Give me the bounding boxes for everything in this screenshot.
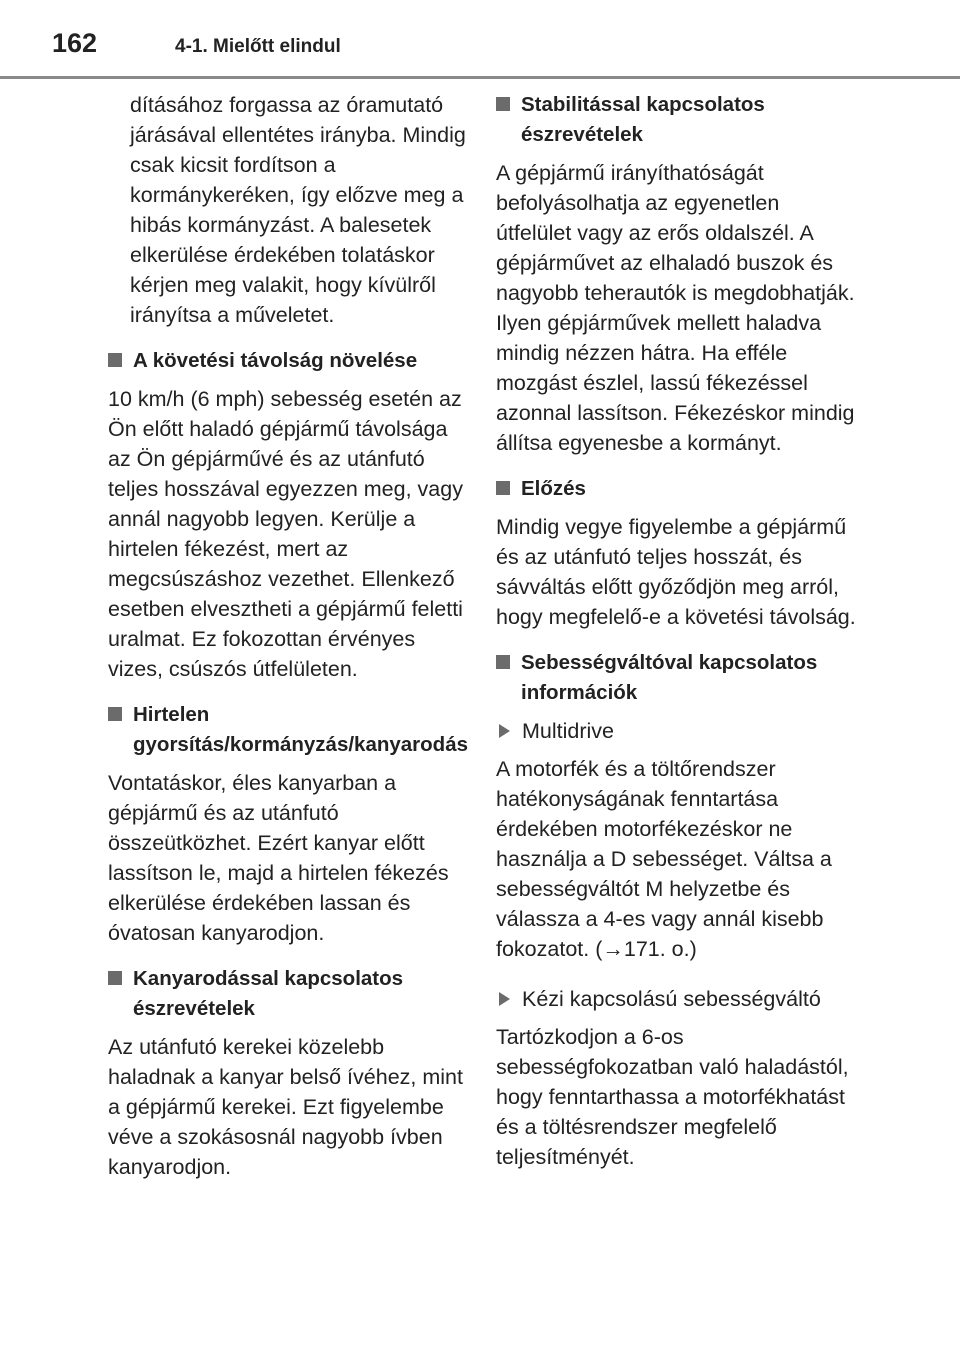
heading-text: Stabilitással kapcsolatos észrevételek — [521, 93, 765, 146]
heading-text: Sebességváltóval kapcsolatos információk — [521, 651, 818, 704]
square-bullet-icon — [496, 481, 510, 495]
subheading-manual — [496, 984, 856, 1014]
square-bullet-icon — [108, 971, 122, 985]
square-bullet-icon — [496, 655, 510, 669]
heading-text: A követési távolság növelése — [133, 349, 418, 372]
triangle-bullet-icon — [499, 992, 510, 1006]
paragraph: Mindig vegye figyelembe a gépjármű és az utánfutó teljes hosszát, és sávváltás előtt győződjön meg arról, hogy megfelelő-e a követési távolság. — [496, 515, 856, 629]
triangle-bullet-icon — [499, 724, 510, 738]
continued-paragraph: dításához forgassa az óramutató járásával ellentétes irányba. Mindig csak kicsit fordítson a kormánykeréken, így előzve meg a hibás kormányzást. A balesetek elkerülése érdekében tolatáskor kérjen meg valakit, hogy kívülről irányítsa a műveletet. — [130, 93, 466, 327]
page-header — [0, 0, 960, 80]
heading-overtaking — [496, 474, 856, 504]
section-title: 4-1. Mielőtt elindul — [175, 36, 341, 57]
subheading-text: Multidrive — [522, 719, 614, 743]
heading-text: Hirtelen gyorsítás/kormányzás/kanyarodás — [133, 703, 468, 756]
square-bullet-icon — [108, 707, 122, 721]
subheading-multidrive — [496, 716, 856, 746]
heading-sudden-acceleration — [108, 700, 468, 760]
paragraph: A motorfék és a töltőrendszer hatékonyságának fenntartása érdekében motorfékezéskor ne használja a D sebességet. Váltsa a sebességváltót M helyzetbe és válassza a 4-es vagy annál kisebb fokozatot. (→171. o.) — [496, 757, 832, 961]
right-column — [496, 90, 856, 1178]
heading-turning — [108, 964, 468, 1024]
paragraph: Tartózkodjon a 6-os sebességfokozatban való haladástól, hogy fenntarthassa a motorfékhatást és a töltésrendszer megfelelő teljesítményét. — [496, 1025, 849, 1169]
heading-stability — [496, 90, 856, 150]
paragraph: 10 km/h (6 mph) sebesség esetén az Ön előtt haladó gépjármű távolsága az Ön gépjárművé és az utánfutó teljes hosszával egyezzen meg, vagy annál nagyobb legyen. Kerülje a hirtelen fékezést, mert az megcsúszáshoz vezethet. Ellenkező esetben elvesztheti a gépjármű feletti uralmat. Ez fokozottan érvényes vizes, csúszós útfelületen. — [108, 387, 463, 681]
subheading-text: Kézi kapcsolású sebességváltó — [522, 987, 821, 1011]
heading-transmission — [496, 648, 856, 708]
paragraph: Vontatáskor, éles kanyarban a gépjármű és az utánfutó összeütközhet. Ezért kanyar előtt lassítson le, majd a hirtelen fékezés elkerülése érdekében lassan és óvatosan kanyarodjon. — [108, 771, 449, 945]
heading-following-distance — [108, 346, 468, 376]
heading-text: Előzés — [521, 477, 586, 500]
page-number: 162 — [52, 28, 98, 58]
paragraph: A gépjármű irányíthatóságát befolyásolhatja az egyenetlen útfelület vagy az erős oldalszél. A gépjárművet az elhaladó buszok és nagyobb teherautók is megdobhatják. Ilyen gépjárművek mellett haladva mindig nézzen hátra. Ha efféle mozgást észlel, lassú fékezéssel azonnal lassítson. Fékezéskor mindig állítsa egyenesbe a kormányt. — [496, 161, 855, 455]
paragraph: Az utánfutó kerekei közelebb haladnak a kanyar belső ívéhez, mint a gépjármű kerekei. Ezt figyelembe véve a szokásosnál nagyobb ívben kanyarodjon. — [108, 1035, 463, 1179]
square-bullet-icon — [108, 353, 122, 367]
square-bullet-icon — [496, 97, 510, 111]
left-column — [108, 90, 468, 1188]
heading-text: Kanyarodással kapcsolatos észrevételek — [133, 967, 404, 1020]
header-divider — [0, 76, 960, 79]
